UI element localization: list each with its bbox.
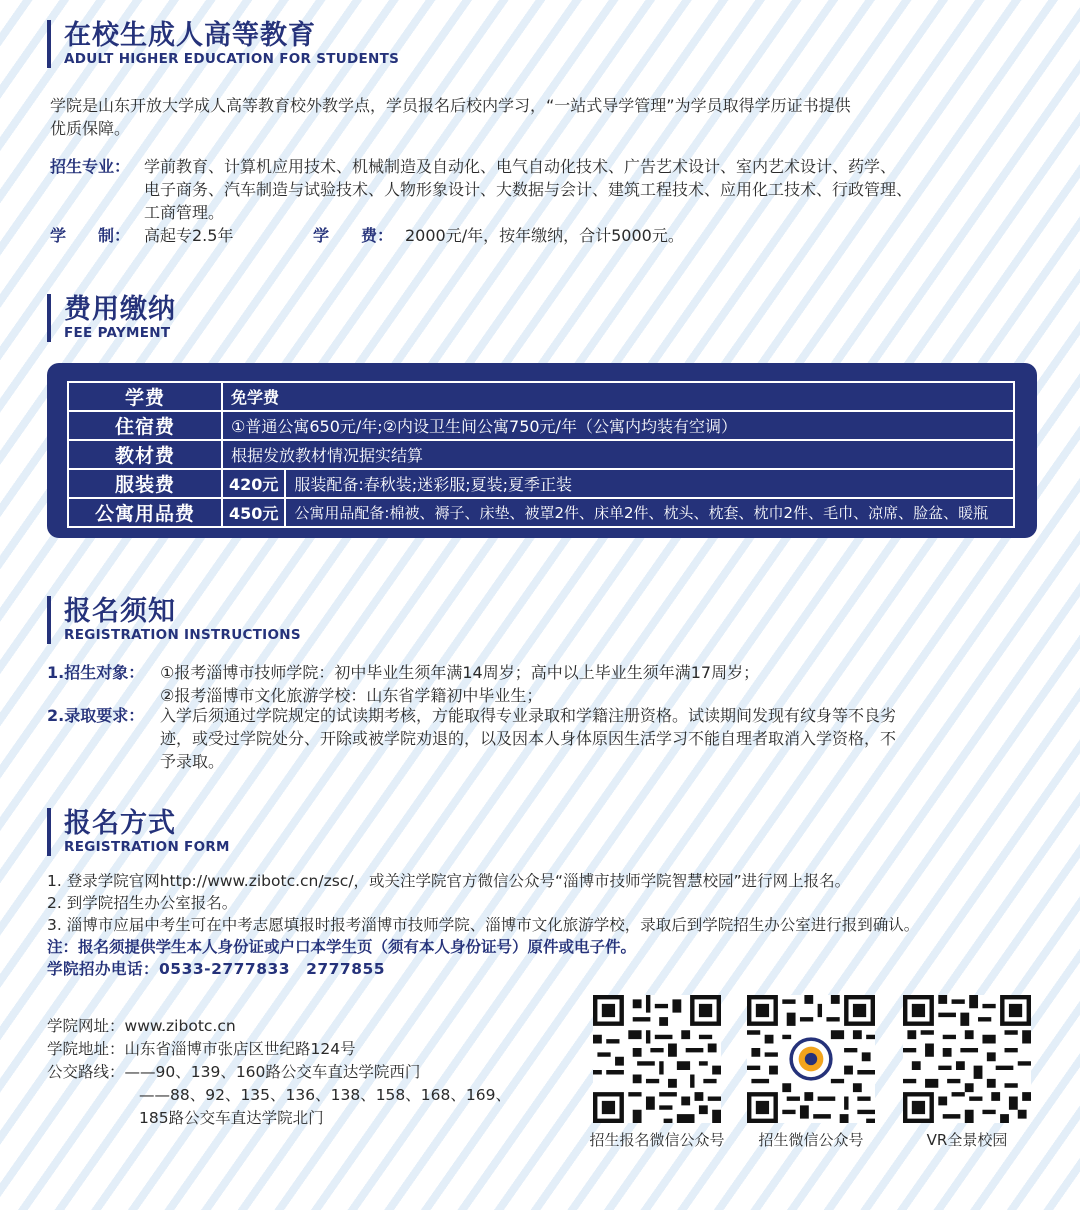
table-row: 学费 免学费	[68, 382, 1014, 411]
contact-info: 学院网址：www.zibotc.cn 学院地址：山东省淄博市张店区世纪路124号 公交路线：——90、139、160路公交车直达学院西门 ——88、92、135、136、138、158、168、169、 185路公交车直达学院北门	[47, 1015, 511, 1130]
section-fee-heading	[47, 294, 176, 342]
bus-route: 185路公交车直达学院北门	[139, 1109, 324, 1127]
admission-text: 入学后须通过学院规定的试读期考核，方能取得专业录取和学籍注册资格。试读期间发现有纹身等不良劣 迹，或受过学院处分、开除或被学院劝退的，以及因本人身体原因生活学习不能自理者取消入学资格，不 予录取。	[160, 706, 897, 771]
fee-panel	[47, 363, 1037, 538]
target-label: 1.招生对象：	[47, 663, 145, 682]
qr-caption: 招生报名微信公众号	[589, 1131, 725, 1149]
section-title: 在校生成人高等教育	[64, 20, 316, 51]
section-subtitle: FEE PAYMENT	[64, 325, 171, 341]
address: 山东省淄博市张店区世纪路124号	[124, 1040, 356, 1058]
section-subtitle: REGISTRATION FORM	[64, 839, 230, 855]
section-title: 报名须知	[64, 596, 176, 627]
section-registration-heading	[47, 808, 230, 856]
section-adult-education-heading	[47, 20, 399, 68]
table-row: 教材费 根据发放教材情况据实结算	[68, 440, 1014, 469]
section-title: 费用缴纳	[64, 294, 176, 325]
bus-route: ——90、139、160路公交车直达学院西门	[124, 1063, 421, 1081]
section-subtitle: ADULT HIGHER EDUCATION FOR STUDENTS	[64, 51, 400, 67]
qr-code-icon[interactable]	[593, 995, 721, 1123]
table-row: 公寓用品费 450元 公寓用品配备:棉被、褥子、床垫、被罩2件、床单2件、枕头、枕套、枕巾2件、毛巾、凉席、脸盆、暖瓶	[68, 498, 1014, 527]
registration-note: 注：报名须提供学生本人身份证或户口本学生页（须有本人身份证号）原件或电子件。	[47, 938, 637, 956]
admission-label: 2.录取要求：	[47, 706, 145, 725]
list-item: 2. 到学院招生办公室报名。	[47, 894, 238, 912]
target-text: ①报考淄博市技师学院：初中毕业生须年满14周岁；高中以上毕业生须年满17周岁； ②报考淄博市文化旅游学校：山东省学籍初中毕业生；	[160, 663, 760, 705]
fee-table	[67, 381, 1015, 528]
tuition-label: 学 费：	[313, 226, 394, 245]
table-row: 住宿费 ①普通公寓650元/年;②内设卫生间公寓750元/年（公寓内均装有空调）	[68, 411, 1014, 440]
table-row: 服装费 420元 服装配备:春秋装;迷彩服;夏装;夏季正装	[68, 469, 1014, 498]
qr-code-icon[interactable]	[747, 995, 875, 1123]
intro-paragraph: 学院是山东开放大学成人高等教育校外教学点，学员报名后校内学习，“一站式导学管理”为学员取得学历证书提供 优质保障。	[50, 96, 851, 138]
majors-list: 学前教育、计算机应用技术、机械制造及自动化、电气自动化技术、广告艺术设计、室内艺术设计、药学、 电子商务、汽车制造与试验技术、人物形象设计、大数据与会计、建筑工程技术、应用化工技术、行政管理、 工商管理。	[144, 157, 913, 222]
section-subtitle: REGISTRATION INSTRUCTIONS	[64, 627, 301, 643]
qr-code-icon[interactable]	[903, 995, 1031, 1123]
majors-label: 招生专业：	[50, 157, 131, 176]
section-title: 报名方式	[64, 808, 176, 839]
website-link[interactable]: www.zibotc.cn	[124, 1017, 236, 1035]
phone-number: 学院招办电话：0533-2777833 2777855	[47, 960, 386, 978]
section-instructions-heading	[47, 596, 301, 644]
duration-label: 学 制：	[50, 226, 131, 245]
tuition-value: 2000元/年，按年缴纳，合计5000元。	[405, 226, 684, 245]
qr-caption: 招生微信公众号	[758, 1131, 864, 1149]
bus-route: ——88、92、135、136、138、158、168、169、	[139, 1086, 511, 1104]
duration-value: 高起专2.5年	[144, 226, 234, 245]
registration-list	[47, 870, 1077, 980]
list-item: 3. 淄博市应届中考生可在中考志愿填报时报考淄博市技师学院、淄博市文化旅游学校，录取后到学院招生办公室进行报到确认。	[47, 916, 920, 934]
list-item: 1. 登录学院官网http://www.zibotc.cn/zsc/，或关注学院官方微信公众号“淄博市技师学院智慧校园”进行网上报名。	[47, 872, 851, 890]
qr-caption: VR全景校园	[926, 1131, 1008, 1149]
